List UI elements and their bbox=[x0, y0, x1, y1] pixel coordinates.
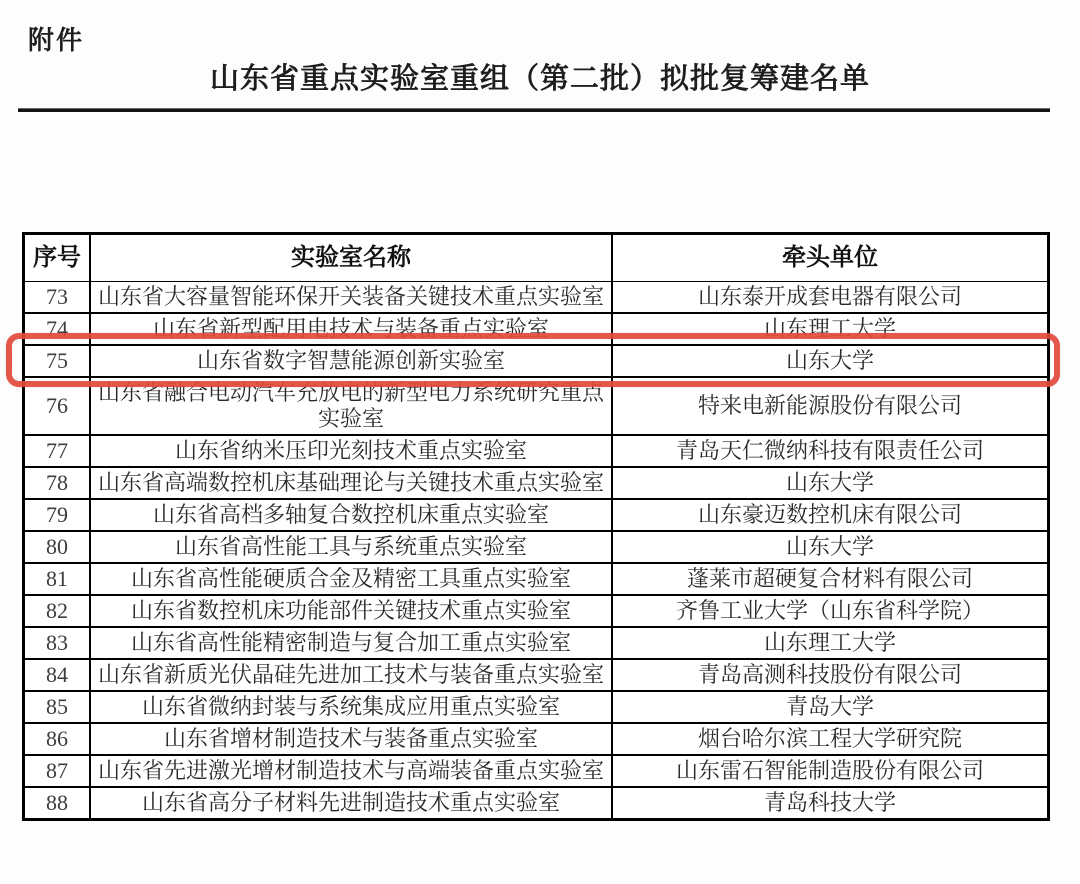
lab-name-cell: 山东省融合电动汽车充放电的新型电力系统研究重点实验室 bbox=[89, 378, 611, 434]
lead-org-cell: 青岛大学 bbox=[611, 692, 1047, 722]
column-header-lead-org: 牵头单位 bbox=[611, 235, 1047, 281]
lab-name-cell: 山东省先进激光增材制造技术与高端装备重点实验室 bbox=[89, 756, 611, 786]
lead-org-cell: 青岛天仁微纳科技有限责任公司 bbox=[611, 436, 1047, 466]
lead-org-cell: 山东理工大学 bbox=[611, 628, 1047, 658]
row-number-cell: 77 bbox=[46, 438, 68, 463]
lab-name-cell: 山东省数字智慧能源创新实验室 bbox=[89, 346, 611, 376]
lead-org-cell: 山东豪迈数控机床有限公司 bbox=[611, 500, 1047, 530]
lab-name-cell: 山东省高分子材料先进制造技术重点实验室 bbox=[89, 788, 611, 818]
table-row bbox=[25, 498, 1047, 530]
lab-name-cell: 山东省纳米压印光刻技术重点实验室 bbox=[89, 436, 611, 466]
table-row bbox=[25, 594, 1047, 626]
table-row bbox=[25, 312, 1047, 344]
table-row bbox=[25, 344, 1047, 376]
lead-org-cell: 山东大学 bbox=[611, 346, 1047, 376]
lead-org-cell: 山东雷石智能制造股份有限公司 bbox=[611, 756, 1047, 786]
lab-name-cell: 山东省高性能精密制造与复合加工重点实验室 bbox=[89, 628, 611, 658]
lab-name-cell: 山东省高档多轴复合数控机床重点实验室 bbox=[89, 500, 611, 530]
row-number-cell: 73 bbox=[46, 284, 68, 309]
row-number-cell: 82 bbox=[46, 598, 68, 623]
lead-org-cell: 山东理工大学 bbox=[611, 314, 1047, 344]
lab-name-cell: 山东省大容量智能环保开关装备关键技术重点实验室 bbox=[89, 282, 611, 312]
table-row bbox=[25, 466, 1047, 498]
table-row bbox=[25, 690, 1047, 722]
table-body bbox=[25, 282, 1047, 818]
column-header-lab-name: 实验室名称 bbox=[89, 235, 611, 281]
row-number-cell: 74 bbox=[46, 316, 68, 341]
row-number-cell: 84 bbox=[46, 662, 68, 687]
lab-name-cell: 山东省新型配用电技术与装备重点实验室 bbox=[89, 314, 611, 344]
lab-name-cell: 山东省新质光伏晶硅先进加工技术与装备重点实验室 bbox=[89, 660, 611, 690]
lab-name-cell: 山东省高性能硬质合金及精密工具重点实验室 bbox=[89, 564, 611, 594]
lead-org-cell: 齐鲁工业大学（山东省科学院） bbox=[611, 596, 1047, 626]
lab-name-cell: 山东省高性能工具与系统重点实验室 bbox=[89, 532, 611, 562]
lead-org-cell: 蓬莱市超硬复合材料有限公司 bbox=[611, 564, 1047, 594]
lab-name-cell: 山东省微纳封装与系统集成应用重点实验室 bbox=[89, 692, 611, 722]
row-number-cell: 88 bbox=[46, 790, 68, 815]
row-number-cell: 86 bbox=[46, 726, 68, 751]
table-row bbox=[25, 786, 1047, 818]
lab-name-cell: 山东省增材制造技术与装备重点实验室 bbox=[89, 724, 611, 754]
lead-org-cell: 山东大学 bbox=[611, 468, 1047, 498]
lead-org-cell: 青岛科技大学 bbox=[611, 788, 1047, 818]
lead-org-cell: 烟台哈尔滨工程大学研究院 bbox=[611, 724, 1047, 754]
row-number-cell: 79 bbox=[46, 502, 68, 527]
table-row bbox=[25, 658, 1047, 690]
table-row bbox=[25, 282, 1047, 312]
table-row bbox=[25, 754, 1047, 786]
table-header-row bbox=[25, 235, 1047, 282]
row-number-cell: 76 bbox=[46, 393, 68, 418]
title-divider bbox=[18, 108, 1050, 112]
table-row bbox=[25, 530, 1047, 562]
row-number-cell: 78 bbox=[46, 470, 68, 495]
row-number-cell: 75 bbox=[46, 348, 68, 373]
table-row bbox=[25, 434, 1047, 466]
lab-name-cell: 山东省高端数控机床基础理论与关键技术重点实验室 bbox=[89, 468, 611, 498]
table-row bbox=[25, 722, 1047, 754]
lead-org-cell: 山东泰开成套电器有限公司 bbox=[611, 282, 1047, 312]
table-row bbox=[25, 626, 1047, 658]
row-number-cell: 85 bbox=[46, 694, 68, 719]
row-number-cell: 80 bbox=[46, 534, 68, 559]
lab-table bbox=[22, 232, 1050, 821]
attachment-label: 附件 bbox=[28, 26, 85, 55]
table-row bbox=[25, 376, 1047, 434]
lead-org-cell: 山东大学 bbox=[611, 532, 1047, 562]
row-number-cell: 87 bbox=[46, 758, 68, 783]
page-title: 山东省重点实验室重组（第二批）拟批复筹建名单 bbox=[209, 63, 870, 95]
lead-org-cell: 青岛高测科技股份有限公司 bbox=[611, 660, 1047, 690]
table-row bbox=[25, 562, 1047, 594]
lab-name-cell: 山东省数控机床功能部件关键技术重点实验室 bbox=[89, 596, 611, 626]
lead-org-cell: 特来电新能源股份有限公司 bbox=[611, 378, 1047, 434]
row-number-cell: 83 bbox=[46, 630, 68, 655]
row-number-cell: 81 bbox=[46, 566, 68, 591]
column-header-no: 序号 bbox=[33, 245, 81, 271]
